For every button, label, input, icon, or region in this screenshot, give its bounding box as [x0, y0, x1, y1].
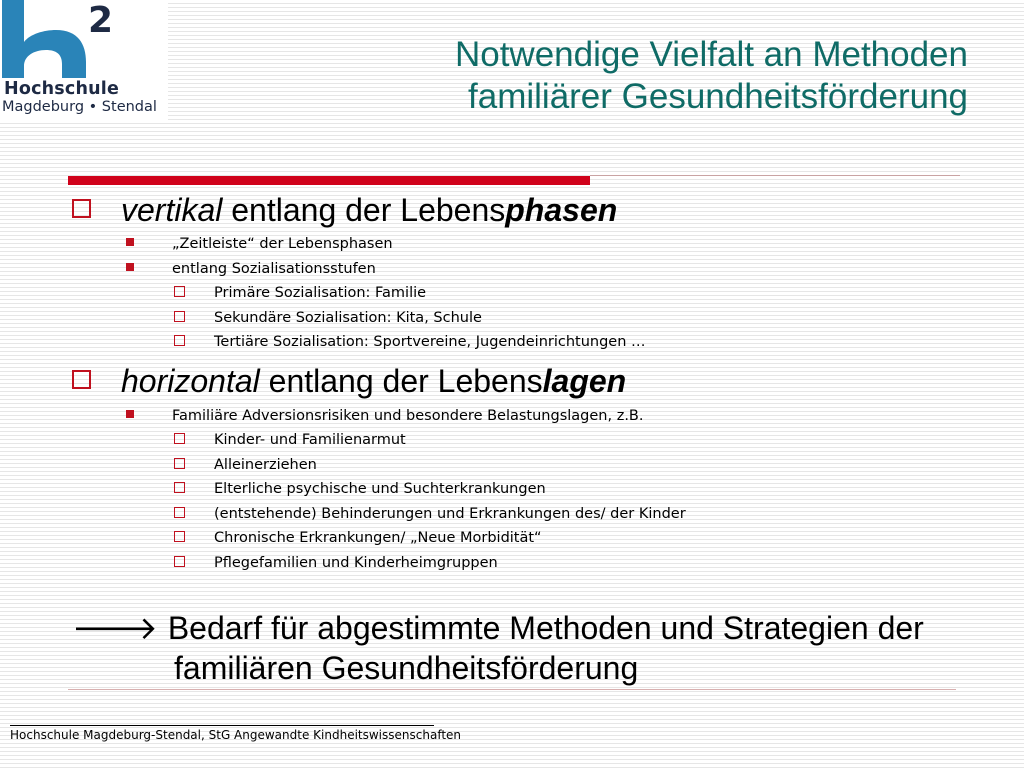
content-divider — [68, 689, 956, 690]
conclusion-line-1 — [72, 608, 924, 648]
filled-square-bullet-icon — [126, 238, 134, 246]
university-logo — [0, 0, 168, 120]
hollow-square-bullet-icon — [174, 482, 185, 493]
bullet-text: entlang Sozialisationsstufen — [172, 261, 376, 277]
section-text: entlang der Lebens — [222, 192, 506, 228]
sub-bullet-text: Kinder- und Familienarmut — [214, 432, 406, 448]
conclusion-text-1: Bedarf für abgestimmte Methoden und Strategien der — [167, 610, 924, 646]
title-accent-line — [590, 175, 960, 176]
sub-bullet-text: Pflegefamilien und Kinderheimgruppen — [214, 555, 498, 571]
sub-bullet-item — [174, 480, 546, 498]
hollow-square-bullet-icon — [174, 433, 185, 444]
slide-footer: Hochschule Magdeburg-Stendal, StG Angewandte Kindheitswissenschaften — [10, 728, 462, 742]
bullet-item — [126, 235, 393, 253]
filled-square-bullet-icon — [126, 263, 134, 271]
slide-title — [268, 34, 968, 118]
sub-bullet-item — [174, 505, 686, 523]
section-vertikal — [72, 192, 617, 228]
hollow-square-bullet-icon — [174, 556, 185, 567]
footer-rule — [10, 725, 434, 726]
slide-title-line-1: Notwendige Vielfalt an Methoden — [454, 35, 968, 74]
sub-bullet-text: Sekundäre Sozialisation: Kita, Schule — [214, 310, 482, 326]
logo-name: Hochschule — [4, 79, 120, 99]
bullet-text: Familiäre Adversionsrisiken und besondere Belastungslagen, z.B. — [172, 408, 644, 424]
sub-bullet-item — [174, 284, 426, 302]
bullet-item — [126, 260, 376, 278]
slide-title-line-2: familiärer Gesundheitsförderung — [468, 77, 968, 116]
conclusion — [72, 608, 924, 688]
hollow-square-bullet-icon — [72, 370, 91, 389]
hollow-square-bullet-icon — [174, 335, 185, 346]
conclusion-line-2: familiären Gesundheitsförderung — [174, 650, 639, 686]
sub-bullet-item — [174, 554, 498, 572]
sub-bullet-text: Chronische Erkrankungen/ „Neue Morbidität“ — [214, 530, 542, 546]
hollow-square-bullet-icon — [174, 286, 185, 297]
hollow-square-bullet-icon — [174, 458, 185, 469]
hollow-square-bullet-icon — [174, 531, 185, 542]
section-emphasis: lagen — [542, 363, 627, 399]
sub-bullet-item — [174, 431, 406, 449]
logo-city: Magdeburg • Stendal — [2, 99, 157, 115]
hollow-square-bullet-icon — [174, 507, 185, 518]
right-arrow-icon: 🡒 — [72, 610, 158, 646]
sub-bullet-text: (entstehende) Behinderungen und Erkrankungen des/ der Kinder — [214, 506, 686, 522]
logo-superscript: 2 — [88, 0, 114, 41]
sub-bullet-text: Alleinerziehen — [214, 457, 317, 473]
section-text: entlang der Lebens — [259, 363, 543, 399]
sub-bullet-text: Primäre Sozialisation: Familie — [214, 285, 427, 301]
section-horizontal — [72, 363, 626, 399]
sub-bullet-item — [174, 456, 317, 474]
sub-bullet-item — [174, 309, 482, 327]
hollow-square-bullet-icon — [72, 199, 91, 218]
section-italic-word: horizontal — [121, 363, 260, 399]
title-accent-bar — [68, 176, 590, 185]
sub-bullet-text: Elterliche psychische und Suchterkrankungen — [214, 481, 546, 497]
section-italic-word: vertikal — [121, 192, 223, 228]
sub-bullet-text: Tertiäre Sozialisation: Sportvereine, Jugendeinrichtungen … — [214, 334, 646, 350]
filled-square-bullet-icon — [126, 410, 134, 418]
bullet-text: „Zeitleiste“ der Lebensphasen — [172, 236, 393, 252]
section-emphasis: phasen — [505, 192, 618, 228]
sub-bullet-item — [174, 333, 646, 351]
hollow-square-bullet-icon — [174, 311, 185, 322]
sub-bullet-item — [174, 529, 542, 547]
bullet-item — [126, 407, 643, 425]
